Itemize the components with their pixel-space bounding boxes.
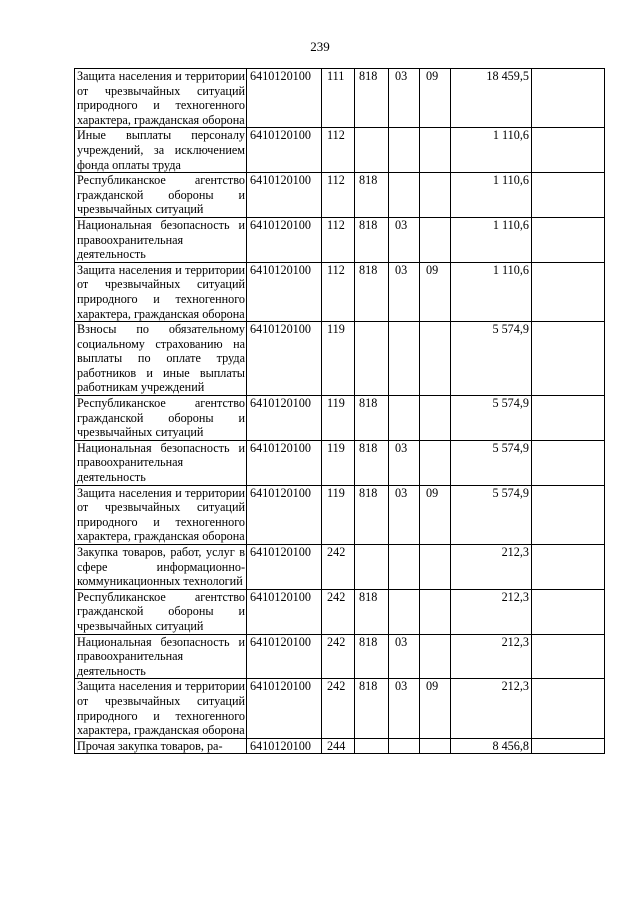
target-article-code: 6410120100 bbox=[247, 69, 322, 128]
item-name: Защита населения и территории от чрезвычайных ситуаций природного и техногенного характера, гражданская оборона bbox=[75, 262, 247, 321]
expense-type-code: 244 bbox=[322, 738, 355, 754]
subsection-code bbox=[420, 440, 451, 485]
empty-cell bbox=[532, 173, 605, 218]
administrator-code: 818 bbox=[355, 262, 389, 321]
section-code bbox=[389, 128, 420, 173]
target-article-code: 6410120100 bbox=[247, 485, 322, 544]
empty-cell bbox=[532, 485, 605, 544]
section-code: 03 bbox=[389, 69, 420, 128]
target-article-code: 6410120100 bbox=[247, 217, 322, 262]
expense-type-code: 119 bbox=[322, 440, 355, 485]
item-name: Взносы по обязательному социальному страхованию на выплаты по оплате труда работников и иные выплаты работникам учреждений bbox=[75, 322, 247, 396]
amount: 5 574,9 bbox=[451, 322, 532, 396]
budget-table-body bbox=[75, 69, 605, 754]
item-name: Защита населения и территории от чрезвычайных ситуаций природного и техногенного характера, гражданская оборона bbox=[75, 485, 247, 544]
empty-cell bbox=[532, 262, 605, 321]
empty-cell bbox=[532, 128, 605, 173]
table-row bbox=[75, 589, 605, 634]
section-code bbox=[389, 396, 420, 441]
item-name: Национальная безопасность и правоохранительная деятельность bbox=[75, 440, 247, 485]
subsection-code bbox=[420, 322, 451, 396]
empty-cell bbox=[532, 69, 605, 128]
page-number: 239 bbox=[310, 39, 330, 54]
item-name: Республиканское агентство гражданской обороны и чрезвычайных ситуаций bbox=[75, 589, 247, 634]
section-code bbox=[389, 545, 420, 590]
table-row bbox=[75, 545, 605, 590]
section-code: 03 bbox=[389, 262, 420, 321]
amount: 212,3 bbox=[451, 679, 532, 738]
table-row bbox=[75, 128, 605, 173]
item-name: Закупка товаров, работ, услуг в сфере информационно-коммуникационных технологий bbox=[75, 545, 247, 590]
item-name: Республиканское агентство гражданской обороны и чрезвычайных ситуаций bbox=[75, 396, 247, 441]
subsection-code bbox=[420, 545, 451, 590]
target-article-code: 6410120100 bbox=[247, 634, 322, 679]
administrator-code: 818 bbox=[355, 440, 389, 485]
administrator-code: 818 bbox=[355, 679, 389, 738]
target-article-code: 6410120100 bbox=[247, 589, 322, 634]
subsection-code: 09 bbox=[420, 485, 451, 544]
expense-type-code: 119 bbox=[322, 322, 355, 396]
empty-cell bbox=[532, 738, 605, 754]
amount: 1 110,6 bbox=[451, 173, 532, 218]
administrator-code bbox=[355, 738, 389, 754]
subsection-code: 09 bbox=[420, 69, 451, 128]
target-article-code: 6410120100 bbox=[247, 322, 322, 396]
target-article-code: 6410120100 bbox=[247, 738, 322, 754]
expense-type-code: 112 bbox=[322, 262, 355, 321]
target-article-code: 6410120100 bbox=[247, 128, 322, 173]
item-name: Республиканское агентство гражданской обороны и чрезвычайных ситуаций bbox=[75, 173, 247, 218]
subsection-code bbox=[420, 738, 451, 754]
subsection-code: 09 bbox=[420, 679, 451, 738]
section-code: 03 bbox=[389, 485, 420, 544]
administrator-code bbox=[355, 545, 389, 590]
budget-table bbox=[74, 68, 605, 754]
administrator-code: 818 bbox=[355, 173, 389, 218]
administrator-code: 818 bbox=[355, 485, 389, 544]
table-row bbox=[75, 262, 605, 321]
amount: 212,3 bbox=[451, 634, 532, 679]
item-name: Национальная безопасность и правоохранительная деятельность bbox=[75, 634, 247, 679]
amount: 212,3 bbox=[451, 589, 532, 634]
subsection-code bbox=[420, 173, 451, 218]
subsection-code bbox=[420, 217, 451, 262]
empty-cell bbox=[532, 440, 605, 485]
item-name: Иные выплаты персоналу учреждений, за исключением фонда оплаты труда bbox=[75, 128, 247, 173]
item-name: Прочая закупка товаров, ра- bbox=[75, 738, 247, 754]
section-code bbox=[389, 738, 420, 754]
target-article-code: 6410120100 bbox=[247, 396, 322, 441]
target-article-code: 6410120100 bbox=[247, 262, 322, 321]
table-row bbox=[75, 738, 605, 754]
expense-type-code: 112 bbox=[322, 128, 355, 173]
table-row bbox=[75, 634, 605, 679]
empty-cell bbox=[532, 217, 605, 262]
amount: 1 110,6 bbox=[451, 217, 532, 262]
administrator-code: 818 bbox=[355, 634, 389, 679]
empty-cell bbox=[532, 396, 605, 441]
item-name: Защита населения и территории от чрезвычайных ситуаций природного и техногенного характера, гражданская оборона bbox=[75, 679, 247, 738]
empty-cell bbox=[532, 545, 605, 590]
table-row bbox=[75, 679, 605, 738]
subsection-code: 09 bbox=[420, 262, 451, 321]
expense-type-code: 119 bbox=[322, 396, 355, 441]
target-article-code: 6410120100 bbox=[247, 173, 322, 218]
section-code: 03 bbox=[389, 217, 420, 262]
table-row bbox=[75, 217, 605, 262]
section-code bbox=[389, 322, 420, 396]
subsection-code bbox=[420, 396, 451, 441]
table-row bbox=[75, 69, 605, 128]
table-row bbox=[75, 396, 605, 441]
section-code: 03 bbox=[389, 679, 420, 738]
table-row bbox=[75, 440, 605, 485]
amount: 5 574,9 bbox=[451, 440, 532, 485]
amount: 5 574,9 bbox=[451, 485, 532, 544]
subsection-code bbox=[420, 634, 451, 679]
administrator-code bbox=[355, 128, 389, 173]
subsection-code bbox=[420, 589, 451, 634]
expense-type-code: 242 bbox=[322, 589, 355, 634]
table-row bbox=[75, 173, 605, 218]
expense-type-code: 242 bbox=[322, 679, 355, 738]
section-code bbox=[389, 173, 420, 218]
section-code bbox=[389, 589, 420, 634]
empty-cell bbox=[532, 589, 605, 634]
administrator-code: 818 bbox=[355, 217, 389, 262]
item-name: Защита населения и территории от чрезвычайных ситуаций природного и техногенного характера, гражданская оборона bbox=[75, 69, 247, 128]
amount: 1 110,6 bbox=[451, 262, 532, 321]
table-row bbox=[75, 322, 605, 396]
target-article-code: 6410120100 bbox=[247, 679, 322, 738]
administrator-code: 818 bbox=[355, 396, 389, 441]
target-article-code: 6410120100 bbox=[247, 545, 322, 590]
empty-cell bbox=[532, 322, 605, 396]
expense-type-code: 112 bbox=[322, 173, 355, 218]
empty-cell bbox=[532, 679, 605, 738]
expense-type-code: 242 bbox=[322, 634, 355, 679]
amount: 5 574,9 bbox=[451, 396, 532, 441]
empty-cell bbox=[532, 634, 605, 679]
expense-type-code: 111 bbox=[322, 69, 355, 128]
target-article-code: 6410120100 bbox=[247, 440, 322, 485]
item-name: Национальная безопасность и правоохранительная деятельность bbox=[75, 217, 247, 262]
subsection-code bbox=[420, 128, 451, 173]
expense-type-code: 242 bbox=[322, 545, 355, 590]
amount: 1 110,6 bbox=[451, 128, 532, 173]
administrator-code bbox=[355, 322, 389, 396]
expense-type-code: 112 bbox=[322, 217, 355, 262]
administrator-code: 818 bbox=[355, 589, 389, 634]
section-code: 03 bbox=[389, 634, 420, 679]
table-row bbox=[75, 485, 605, 544]
administrator-code: 818 bbox=[355, 69, 389, 128]
expense-type-code: 119 bbox=[322, 485, 355, 544]
amount: 18 459,5 bbox=[451, 69, 532, 128]
section-code: 03 bbox=[389, 440, 420, 485]
amount: 8 456,8 bbox=[451, 738, 532, 754]
amount: 212,3 bbox=[451, 545, 532, 590]
